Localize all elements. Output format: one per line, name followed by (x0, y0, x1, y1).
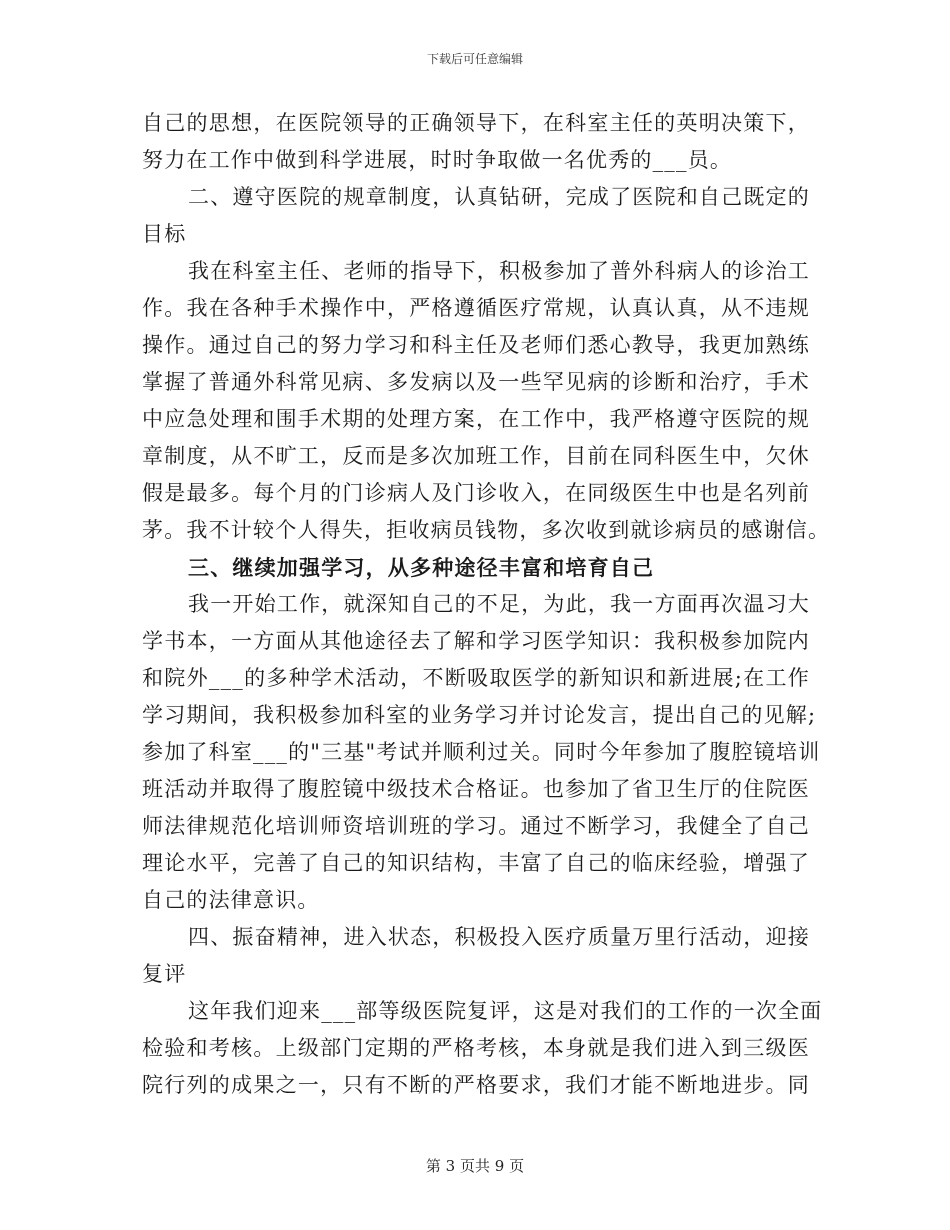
page-header: 下载后可任意编辑 (426, 52, 523, 66)
text-line: 掌握了普通外科常见病、多发病以及一些罕见病的诊断和治疗，手术 (142, 370, 810, 394)
page-number: 第 3 页共 9 页 (425, 1157, 525, 1175)
text-line: 和院外___的多种学术活动，不断吸取医学的新知识和新进展;在工作 (142, 666, 810, 690)
text-line: 自己的法律意识。 (142, 888, 320, 912)
text-line: 自己的思想，在医院领导的正确领导下，在科室主任的英明决策下， (142, 111, 810, 135)
text-line: 操作。通过自己的努力学习和科主任及老师们悉心教导，我更加熟练 (142, 333, 810, 357)
text-line: 院行列的成果之一，只有不断的严格要求，我们才能不断地进步。同 (142, 1073, 810, 1097)
text-line: 班活动并取得了腹腔镜中级技术合格证。也参加了省卫生厅的住院医 (142, 777, 810, 801)
text-line: 检验和考核。上级部门定期的严格考核，本身就是我们进入到三级医 (142, 1036, 810, 1060)
text-line: 目标 (142, 222, 187, 246)
section-heading: 三、继续加强学习，从多种途径丰富和培育自己 (188, 555, 655, 580)
text-line: 我一开始工作，就深知自己的不足，为此，我一方面再次温习大 (188, 592, 810, 616)
text-line: 理论水平，完善了自己的知识结构，丰富了自己的临床经验，增强了 (142, 851, 810, 875)
text-line: 师法律规范化培训师资培训班的学习。通过不断学习，我健全了自己 (142, 814, 810, 838)
text-line: 努力在工作中做到科学进展，时时争取做一名优秀的___员。 (142, 148, 733, 172)
text-line: 复评 (142, 962, 187, 986)
text-line: 二、遵守医院的规章制度，认真钻研，完成了医院和自己既定的 (188, 185, 810, 209)
text-line: 四、振奋精神，进入状态，积极投入医疗质量万里行活动，迎接 (188, 925, 810, 949)
text-line: 我在科室主任、老师的指导下，积极参加了普外科病人的诊治工 (188, 259, 810, 283)
text-line: 参加了科室___的"三基"考试并顺利过关。同时今年参加了腹腔镜培训 (142, 740, 821, 764)
text-line: 学书本，一方面从其他途径去了解和学习医学知识：我积极参加院内 (142, 629, 810, 653)
document-body (142, 108, 831, 1107)
text-line: 这年我们迎来___部等级医院复评，这是对我们的工作的一次全面 (188, 999, 823, 1023)
text-line: 作。我在各种手术操作中，严格遵循医疗常规，认真认真，从不违规 (142, 296, 810, 320)
text-line: 假是最多。每个月的门诊病人及门诊收入，在同级医生中也是名列前 (142, 481, 810, 505)
text-line: 学习期间，我积极参加科室的业务学习并讨论发言，提出自己的见解; (142, 703, 817, 727)
text-line: 中应急处理和围手术期的处理方案，在工作中，我严格遵守医院的规 (142, 407, 810, 431)
text-line: 章制度，从不旷工，反而是多次加班工作，目前在同科医生中，欠休 (142, 444, 810, 468)
text-line: 茅。我不计较个人得失，拒收病员钱物，多次收到就诊病员的感谢信。 (142, 518, 831, 542)
